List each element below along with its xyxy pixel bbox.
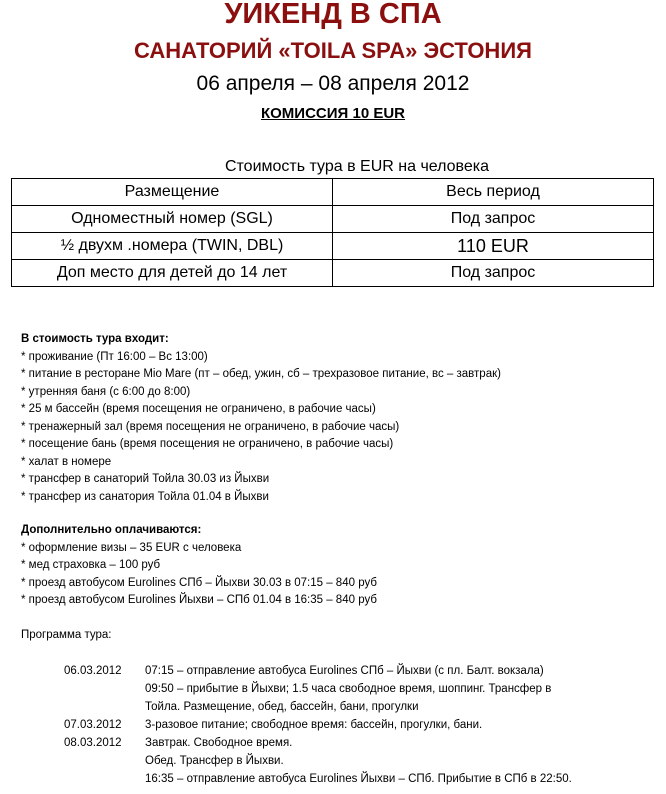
table-row (12, 233, 654, 260)
list-item: * оформление визы – 35 EUR с человека (21, 541, 242, 554)
program-text: Завтрак. Свободное время. (145, 737, 293, 749)
table-cell: 110 EUR (333, 233, 654, 260)
program-text: 3-разовое питание; свободное время: бассейн, прогулки, бани. (145, 719, 483, 731)
program-date: 07.03.2012 (64, 719, 122, 731)
program-text: 09:50 – прибытие в Йыхви; 1.5 часа свободное время, шоппинг. Трансфер в (145, 683, 552, 695)
table-cell: Под запрос (333, 260, 654, 287)
table-header-cell: Весь период (333, 179, 654, 206)
table-cell: Одноместный номер (SGL) (12, 206, 333, 233)
list-item: * 25 м бассейн (время посещения не ограничено, в рабочие часы) (21, 403, 376, 415)
list-item: * мед страховка – 100 руб (21, 559, 161, 571)
list-item: * тренажерный зал (время посещения не ограничено, в рабочие часы) (21, 420, 400, 433)
list-item: * проживание (Пт 16:00 – Вс 13:00) (21, 350, 208, 363)
program-text: 16:35 – отправление автобуса Eurolines Йыхви – СПб. Прибытие в СПб в 22:50. (145, 773, 572, 785)
program-heading: Программа тура: (21, 629, 112, 641)
list-item: * проезд автобусом Eurolines СПб – Йыхви 30.03 в 07:15 – 840 руб (21, 576, 377, 589)
program-text: Обед. Трансфер в Йыхви. (145, 755, 284, 767)
price-table-caption: Стоимость тура в EUR на человека (224, 158, 490, 175)
table-cell: ½ двухм .номера (TWIN, DBL) (12, 233, 333, 260)
program-date: 08.03.2012 (64, 737, 122, 749)
section-heading: Дополнительно оплачиваются: (21, 524, 202, 536)
list-item: * халат в номере (21, 455, 112, 468)
table-row (12, 206, 654, 233)
list-item: * питание в ресторане Mio Mare (пт – обед, ужин, сб – трехразовое питание, вс – завтрак) (21, 368, 501, 380)
table-header-cell: Размещение (12, 179, 333, 206)
table-cell: Под запрос (333, 206, 654, 233)
commission-note: КОМИССИЯ 10 EUR (260, 105, 406, 122)
list-item: * посещение бань (время посещения не ограничено, в рабочие часы) (21, 438, 394, 450)
program-text: 07:15 – отправление автобуса Eurolines СПб – Йыхви (с пл. Балт. вокзала) (145, 665, 544, 677)
price-table (11, 178, 654, 287)
program-date: 06.03.2012 (64, 665, 122, 677)
table-cell: Доп место для детей до 14 лет (12, 260, 333, 287)
table-row (12, 260, 654, 287)
list-item: * трансфер из санатория Тойла 01.04 в Йыхви (21, 490, 269, 503)
list-item: * утренняя баня (с 6:00 до 8:00) (21, 385, 191, 398)
tour-dates: 06 апреля – 08 апреля 2012 (196, 72, 470, 95)
list-item: * проезд автобусом Eurolines Йыхви – СПб 01.04 в 16:35 – 840 руб (21, 594, 377, 606)
page-title: УИКЕНД В СПА (224, 0, 442, 30)
program-text: Тойла. Размещение, обед, бассейн, бани, прогулки (145, 701, 419, 713)
included-section (21, 331, 501, 506)
page-subtitle: САНАТОРИЙ «TOILA SPA» ЭСТОНИЯ (134, 38, 532, 63)
table-header-row (12, 179, 654, 206)
list-item: * трансфер в санаторий Тойла 30.03 из Йыхви (21, 473, 270, 485)
section-heading: В стоимость тура входит: (21, 333, 169, 345)
extra-section (21, 522, 377, 610)
